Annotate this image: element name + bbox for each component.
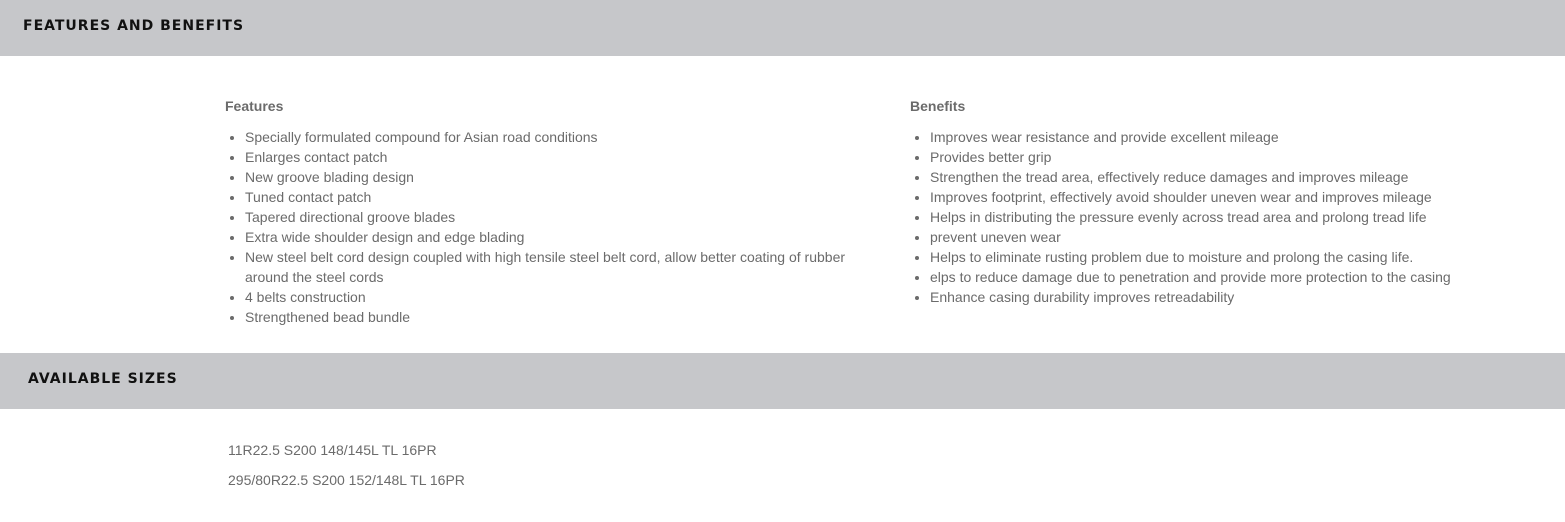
benefit-item: • Strengthen the tread area, effectively reduce damages and improves mileage (930, 167, 1510, 187)
benefit-item: • Provides better grip (930, 147, 1510, 167)
feature-item: • Tapered directional groove blades (245, 207, 865, 227)
benefit-item: • Helps to eliminate rusting problem due to moisture and prolong the casing life. (930, 247, 1510, 267)
features-benefits-header (0, 0, 1565, 56)
benefit-item: • Enhance casing durability improves retreadability (930, 287, 1510, 307)
features-benefits-title: FEATURES AND BENEFITS (23, 18, 245, 34)
size-item: 295/80R22.5 S200 152/148L TL 16PR (228, 472, 465, 488)
benefit-item: • prevent uneven wear (930, 227, 1510, 247)
available-sizes-header (0, 353, 1565, 409)
feature-item: • Enlarges contact patch (245, 147, 865, 167)
features-column (225, 97, 865, 327)
feature-item: • Extra wide shoulder design and edge blading (245, 227, 865, 247)
sizes-list (228, 440, 465, 500)
benefit-item: • Helps in distributing the pressure evenly across tread area and prolong tread life (930, 207, 1510, 227)
benefit-item: • elps to reduce damage due to penetration and provide more protection to the casing (930, 267, 1510, 287)
feature-item: • 4 belts construction (245, 287, 865, 307)
feature-item: • Specially formulated compound for Asian road conditions (245, 127, 865, 147)
benefit-item: • Improves footprint, effectively avoid shoulder uneven wear and improves mileage (930, 187, 1510, 207)
feature-item: • New groove blading design (245, 167, 865, 187)
benefit-item: • Improves wear resistance and provide excellent mileage (930, 127, 1510, 147)
benefits-list (910, 127, 1510, 307)
feature-item: • Tuned contact patch (245, 187, 865, 207)
benefits-heading: Benefits (910, 98, 966, 114)
feature-item: • New steel belt cord design coupled with high tensile steel belt cord, allow better coating of rubber around the steel cords (245, 247, 865, 287)
size-item: 11R22.5 S200 148/145L TL 16PR (228, 442, 437, 458)
available-sizes-title: AVAILABLE SIZES (28, 371, 178, 387)
features-list (225, 127, 865, 327)
features-heading: Features (225, 98, 284, 114)
benefits-column (910, 97, 1510, 307)
feature-item: • Strengthened bead bundle (245, 307, 865, 327)
